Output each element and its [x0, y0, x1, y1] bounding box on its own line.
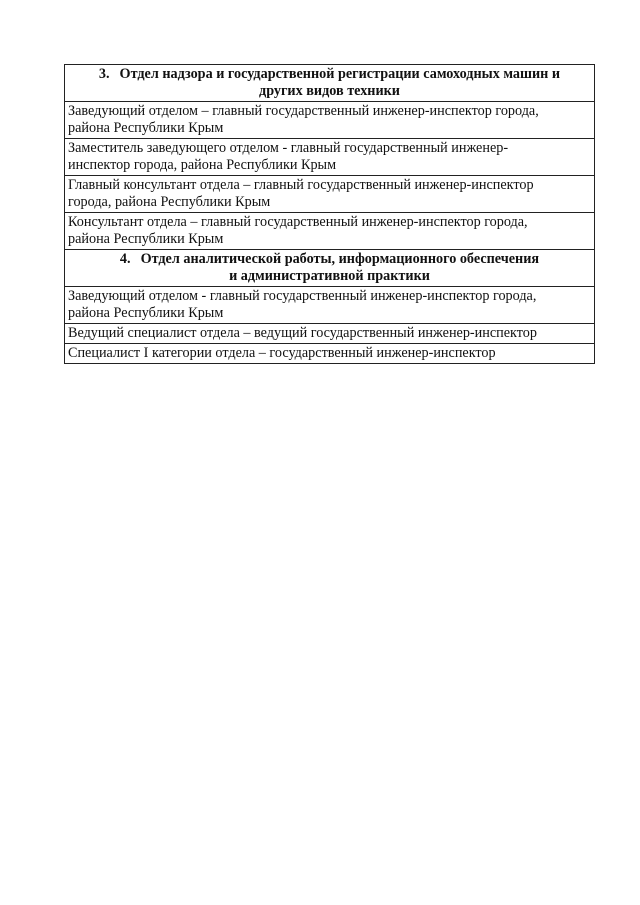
position-line1: Заведующий отделом - главный государственный инженер-инспектор города,	[68, 288, 537, 304]
section-header-cell	[65, 65, 595, 102]
position-cell	[65, 213, 595, 250]
positions-table	[64, 64, 595, 364]
section-title-line2: других видов техники	[259, 83, 400, 99]
table-row	[65, 287, 595, 324]
section-header-4	[65, 250, 595, 287]
section-number: 4.	[119, 251, 131, 267]
position-line2: города, района Республики Крым	[68, 194, 271, 210]
section-header-cell	[65, 250, 595, 287]
table-row	[65, 176, 595, 213]
table-row	[65, 324, 595, 344]
position-line2: района Республики Крым	[68, 305, 224, 321]
position-cell	[65, 102, 595, 139]
table-row	[65, 213, 595, 250]
position-line1: Заместитель заведующего отделом - главный государственный инженер-	[68, 140, 509, 156]
section-number: 3.	[98, 66, 110, 82]
section-title-line2: и административной практики	[229, 268, 430, 284]
section-title-line1: Отдел аналитической работы, информационного обеспечения	[140, 251, 540, 267]
position-cell	[65, 324, 595, 344]
position-line2: района Республики Крым	[68, 120, 224, 136]
position-line1: Ведущий специалист отдела – ведущий государственный инженер-инспектор	[68, 325, 537, 341]
position-cell	[65, 139, 595, 176]
position-line2: района Республики Крым	[68, 231, 224, 247]
position-line1: Специалист I категории отдела – государственный инженер-инспектор	[68, 345, 496, 361]
position-cell	[65, 287, 595, 324]
table-row	[65, 139, 595, 176]
section-header-3	[65, 65, 595, 102]
position-line2: инспектор города, района Республики Крым	[68, 157, 337, 173]
table-row	[65, 344, 595, 364]
position-line1: Консультант отдела – главный государственный инженер-инспектор города,	[68, 214, 528, 230]
position-cell	[65, 176, 595, 213]
position-cell	[65, 344, 595, 364]
section-title-line1: Отдел надзора и государственной регистрации самоходных машин и	[119, 66, 561, 82]
position-line1: Главный консультант отдела – главный государственный инженер-инспектор	[68, 177, 534, 193]
position-line1: Заведующий отделом – главный государственный инженер-инспектор города,	[68, 103, 539, 119]
table-row	[65, 102, 595, 139]
